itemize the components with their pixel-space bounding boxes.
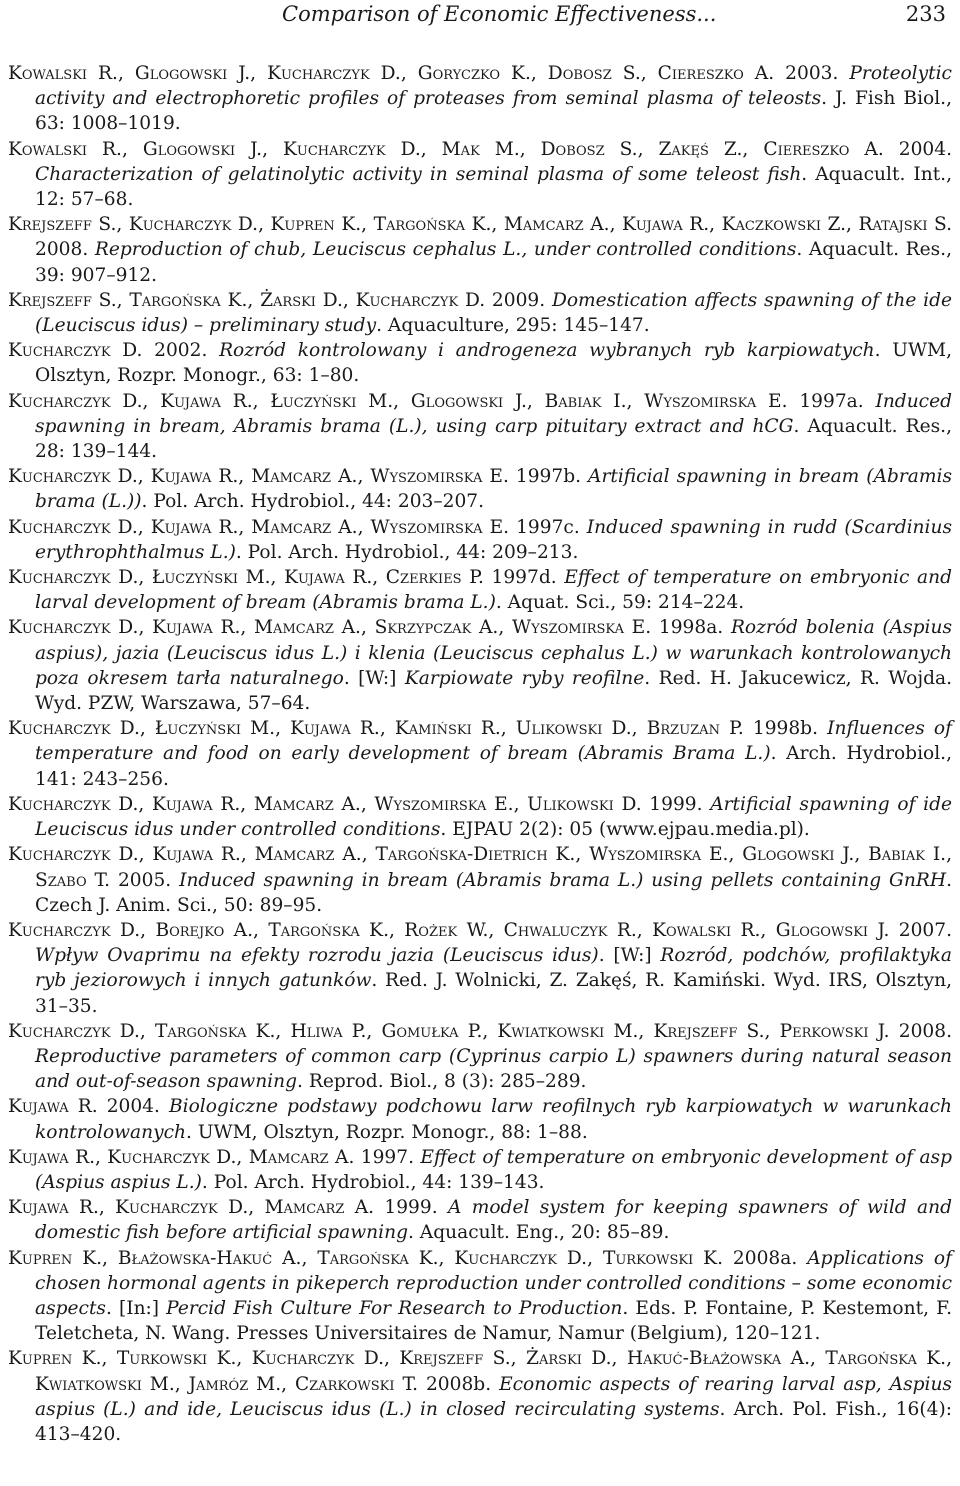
reference-text: . Pol. Arch. Hydrobiol., 44: 203–207. xyxy=(141,491,485,513)
reference-title: Effect of temperature on embryonic and larval development of bream (Abramis brama L.) xyxy=(35,567,953,614)
reference-authors: Kucharczyk D., Kujawa R., Mamcarz A., Targońska-Dietrich K., Wyszomirska E., Glogowski J., Babiak I., Szabo T. xyxy=(8,844,952,891)
reference-text: 2004. xyxy=(97,1096,169,1118)
reference-text: 2004. xyxy=(883,138,952,160)
reference-text: . Pol. Arch. Hydrobiol., 44: 139–143. xyxy=(201,1171,545,1193)
reference-authors: Kucharczyk D., Łuczyński M., Kujawa R., Kamiński R., Ulikowski D., Brzuzan P. xyxy=(8,718,744,740)
reference-text: . Aquacult. Res., 39: 907–912. xyxy=(35,239,953,286)
reference-entry xyxy=(8,1094,952,1144)
reference-authors: Kupren K., Błażowska-Hakuć A., Targońska K., Kucharczyk D., Turkowski K. xyxy=(8,1247,723,1269)
reference-text: 2008b. xyxy=(418,1373,500,1395)
reference-entry xyxy=(8,1346,952,1447)
reference-entry xyxy=(8,716,952,792)
reference-title: Karpiowate ryby reofilne xyxy=(404,667,645,689)
reference-text: . Aquacult. Eng., 20: 85–89. xyxy=(407,1222,670,1244)
reference-authors: Kujawa R. xyxy=(8,1096,98,1118)
reference-authors: Kowalski R., Glogowski J., Kucharczyk D., Goryczko K., Dobosz S., Ciereszko A. xyxy=(8,63,775,84)
reference-title: Induced spawning in rudd (Scardinius erythrophthalmus L.) xyxy=(35,516,952,563)
reference-text: 2008. xyxy=(35,239,95,261)
reference-title: Rozród kontrolowany i androgeneza wybranych ryb karpiowatych xyxy=(219,340,875,362)
reference-text: . UWM, Olsztyn, Rozpr. Monogr., 63: 1–80. xyxy=(35,340,953,387)
reference-title: Characterization of gelatinolytic activity in seminal plasma of some teleost fish xyxy=(35,163,802,185)
reference-text: 1999. xyxy=(641,793,711,815)
reference-title: Rozród, podchów, profilaktyka ryb jeziorowych i innych gatunków xyxy=(35,945,953,992)
reference-title: Reproductive parameters of common carp (Cyprinus carpio L) spawners during natural season and out-of-season spawning xyxy=(35,1045,952,1093)
reference-list xyxy=(8,52,952,1447)
reference-authors: Krejszeff S., Targońska K., Żarski D., Kucharczyk D. xyxy=(8,289,486,311)
reference-text: 2009. xyxy=(485,289,552,311)
reference-text: . Red. H. Jakucewicz, R. Wojda. Wyd. PZW, Warszawa, 57–64. xyxy=(35,667,953,715)
reference-text: . [In:] xyxy=(105,1297,167,1319)
reference-title: Rozród bolenia (Aspius aspius), jazia (Leuciscus idus L.) i klenia (Leuciscus cephalus L.) w warunkach kontrolowanych poza okresem tarła naturalnego xyxy=(35,617,952,689)
reference-text: 1997b. xyxy=(508,466,589,488)
reference-entry xyxy=(8,615,952,716)
reference-text: 1999. xyxy=(374,1197,448,1219)
reference-title: Effect of temperature on embryonic development of asp (Aspius aspius L.) xyxy=(35,1146,952,1193)
reference-text: 1997c. xyxy=(509,516,587,538)
reference-entry xyxy=(8,212,952,288)
reference-text: 1998a. xyxy=(651,617,731,639)
reference-text: 2008a. xyxy=(722,1247,808,1269)
reference-authors: Kucharczyk D., Kujawa R., Mamcarz A., Wyszomirska E. xyxy=(8,466,509,488)
reference-entry xyxy=(8,338,952,388)
reference-text: . UWM, Olsztyn, Rozpr. Monogr., 88: 1–88. xyxy=(186,1121,588,1143)
reference-text: . Aquat. Sci., 59: 214–224. xyxy=(495,592,745,614)
reference-title: Artificial spawning of ide Leuciscus idus under controlled conditions xyxy=(35,793,952,841)
reference-text: . Arch. Pol. Fish., 16(4): 413–420. xyxy=(35,1398,952,1445)
reference-text: 2003. xyxy=(774,63,850,84)
reference-authors: Kucharczyk D., Kujawa R., Mamcarz A., Wyszomirska E., Ulikowski D. xyxy=(8,793,642,815)
reference-entry xyxy=(8,389,952,465)
reference-authors: Kucharczyk D., Łuczyński M., Kujawa R., Czerkies P. xyxy=(8,567,484,589)
reference-title: Artificial spawning in bream (Abramis brama (L.)) xyxy=(35,466,952,513)
reference-text: 1997d. xyxy=(483,567,565,589)
reference-text: 2007. xyxy=(889,919,953,941)
reference-authors: Kucharczyk D., Targońska K., Hliwa P., Gomułka P., Kwiatkowski M., Krejszeff S., Perkowski J. xyxy=(8,1020,890,1042)
reference-text: . Aquacult. Int., 12: 57–68. xyxy=(35,163,952,211)
reference-title: Reproduction of chub, Leuciscus cephalus L., under controlled conditions xyxy=(94,239,797,261)
reference-entry xyxy=(8,515,952,565)
reference-title: Induced spawning in bream (Abramis brama L.) using pellets containing GnRH xyxy=(179,869,947,891)
reference-authors: Kujawa R., Kucharczyk D., Mamcarz A. xyxy=(8,1197,375,1219)
reference-text: 2008. xyxy=(889,1020,953,1042)
reference-entry xyxy=(8,842,952,918)
reference-text: 2005. xyxy=(110,869,180,891)
reference-entry xyxy=(8,565,952,615)
reference-text: . Aquacult. Res., 28: 139–144. xyxy=(35,415,952,463)
reference-title: Induced spawning in bream, Abramis brama (L.), using carp pituitary extract and hCG xyxy=(35,390,952,437)
reference-entry xyxy=(8,792,952,842)
reference-entry xyxy=(8,288,952,338)
reference-title: Economic aspects of rearing larval asp, Aspius aspius (L.) and ide, Leuciscus idus (L.) in closed recirculating systems xyxy=(35,1373,952,1420)
reference-authors: Kucharczyk D., Kujawa R., Mamcarz A., Wyszomirska E. xyxy=(8,516,510,538)
reference-text: . Pol. Arch. Hydrobiol., 44: 209–213. xyxy=(235,541,579,563)
reference-authors: Kucharczyk D., Kujawa R., Łuczyński M., Glogowski J., Babiak I., Wyszomirska E. xyxy=(8,390,788,412)
reference-text: . [W:] xyxy=(343,667,405,689)
reference-authors: Kupren K., Turkowski K., Kucharczyk D., Krejszeff S., Żarski D., Hakuć-Błażowska A., Targońska K., Kwiatkowski M., Jamróz M., Czarkowski T. xyxy=(8,1348,952,1395)
page-header xyxy=(8,0,952,52)
reference-text: . EJPAU 2(2): 05 (www.ejpau.media.pl). xyxy=(440,819,810,841)
reference-authors: Kujawa R., Kucharczyk D., Mamcarz A. xyxy=(8,1146,355,1168)
reference-authors: Kucharczyk D., Kujawa R., Mamcarz A., Skrzypczak A., Wyszomirska E. xyxy=(8,617,652,639)
reference-title: A model system for keeping spawners of wild and domestic fish before artificial spawning xyxy=(35,1197,952,1244)
running-title: Comparison of Economic Effectiveness... xyxy=(282,2,717,26)
reference-text: 1997. xyxy=(354,1146,421,1168)
reference-text: . Czech J. Anim. Sci., 50: 89–95. xyxy=(35,869,952,916)
reference-entry xyxy=(8,61,952,137)
reference-text: . J. Fish Biol., 63: 1008–1019. xyxy=(35,88,952,135)
reference-title: Domestication affects spawning of the ide (Leuciscus idus) – preliminary study xyxy=(35,289,952,337)
reference-entry xyxy=(8,1145,952,1195)
reference-authors: Kucharczyk D., Borejko A., Targońska K., Rożek W., Chwaluczyk R., Kowalski R., Glogowski J. xyxy=(8,919,890,941)
reference-title: Applications of chosen hormonal agents in pikeperch reproduction under controlled conditions – some economic aspects xyxy=(35,1247,952,1319)
reference-entry xyxy=(8,1019,952,1095)
reference-entry xyxy=(8,464,952,514)
reference-text: . Arch. Hydrobiol., 141: 243–256. xyxy=(35,743,952,790)
reference-authors: Kowalski R., Glogowski J., Kucharczyk D., Mak M., Dobosz S., Zakęś Z., Ciereszko A. xyxy=(8,138,884,160)
reference-text: . Reprod. Biol., 8 (3): 285–289. xyxy=(297,1071,587,1093)
reference-text: . Red. J. Wolnicki, Z. Zakęś, R. Kamiński. Wyd. IRS, Olsztyn, 31–35. xyxy=(35,970,952,1017)
page-number: 233 xyxy=(905,2,946,26)
reference-authors: Krejszeff S., Kucharczyk D., Kupren K., Targońska K., Mamcarz A., Kujawa R., Kaczkowski Z., Ratajski S. xyxy=(8,214,952,236)
reference-title: Biologiczne podstawy podchowu larw reofilnych ryb karpiowatych w warunkach kontrolowanych xyxy=(35,1096,952,1143)
reference-title: Wpływ Ovaprimu na efekty rozrodu jazia (Leuciscus idus) xyxy=(35,945,599,967)
reference-entry xyxy=(8,1195,952,1245)
reference-entry xyxy=(8,1246,952,1347)
reference-entry xyxy=(8,918,952,1019)
reference-text: 2002. xyxy=(142,340,220,362)
reference-title: Proteolytic activity and electrophoretic profiles of proteases from seminal plasma of teleosts xyxy=(35,63,952,110)
reference-text: . [W:] xyxy=(598,945,661,967)
reference-text: 1998b. xyxy=(743,718,828,740)
reference-text: 1997a. xyxy=(787,390,876,412)
reference-title: Influences of temperature and food on early development of bream (Abramis Brama L.) xyxy=(35,718,952,765)
reference-text: . Aquaculture, 295: 145–147. xyxy=(376,315,650,337)
reference-entry xyxy=(8,137,952,213)
reference-authors: Kucharczyk D. xyxy=(8,340,143,362)
reference-text: . Eds. P. Fontaine, P. Kestemont, F. Teletcheta, N. Wang. Presses Universitaires de Namur, Namur (Belgium), 120–121. xyxy=(35,1297,952,1345)
reference-title: Percid Fish Culture For Research to Production xyxy=(166,1297,623,1319)
